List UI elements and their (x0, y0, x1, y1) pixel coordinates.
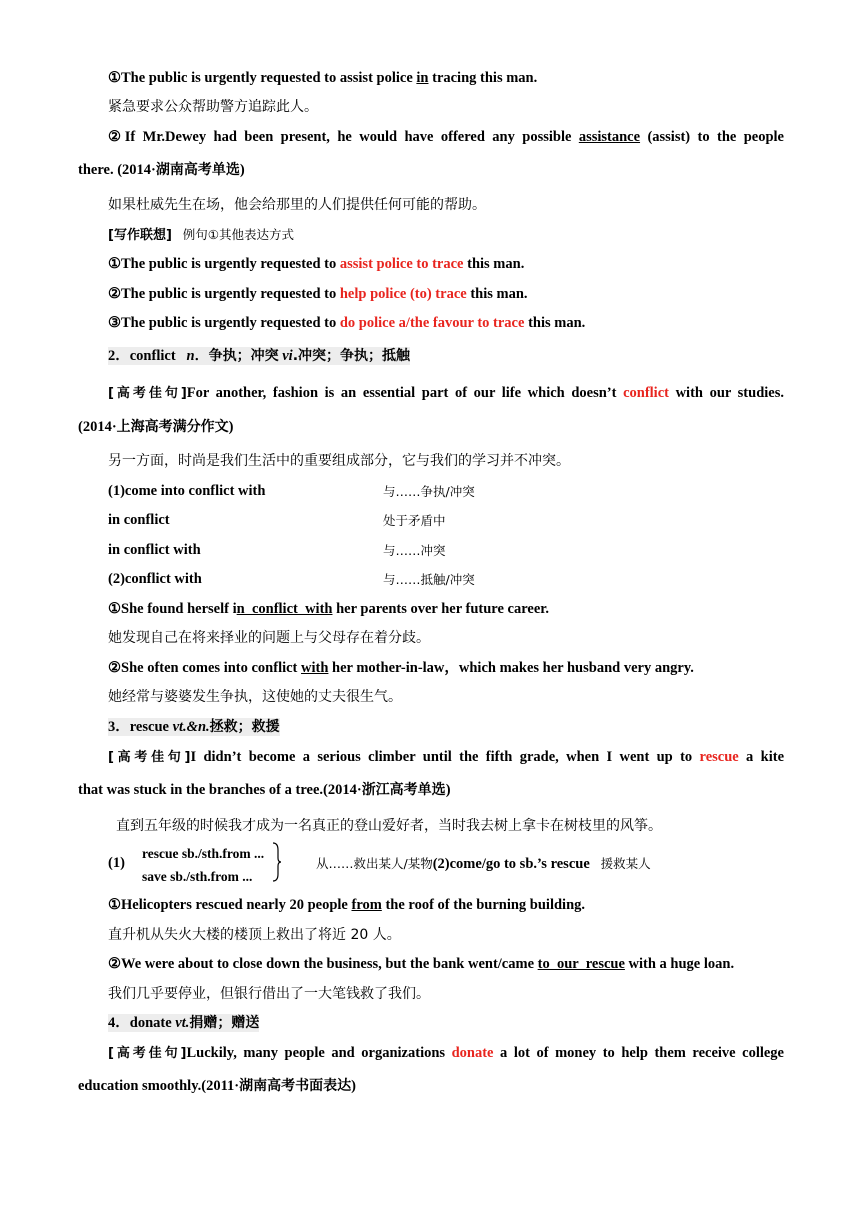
word-heading-rescue: 3．rescue vt.&n.拯救；救援 (108, 719, 280, 735)
translation: 直到五年级的时候我才成为一名真正的登山爱好者，当时我去树上拿卡在树枝里的风筝。 (116, 818, 662, 834)
phrase-item: save sb./sth.from ... (142, 869, 253, 884)
phrase-item: (1)come into conflict with (108, 483, 266, 499)
word-heading-conflict: 2．conflict n．争执；冲突 vi.冲突；争执；抵触 (108, 348, 411, 364)
phrase-meaning: 与……争执/冲突 (383, 484, 475, 499)
phrase-number: (1) (108, 855, 125, 871)
phrase-item: rescue sb./sth.from ... (142, 846, 265, 861)
example-sentence: ①She found herself in conflict with her parents over her future career. (108, 601, 550, 617)
phrase-meaning: 处于矛盾中 (383, 513, 446, 528)
source-note: that was stuck in the branches of a tree.(2014·浙江高考单选) (78, 782, 451, 798)
translation: 另一方面，时尚是我们生活中的重要组成部分，它与我们的学习并不冲突。 (108, 453, 570, 469)
exam-sentence: [高考佳句]I didn’t become a serious climber until the fifth grade, when I went up to rescue a kite (108, 749, 785, 765)
translation: 她经常与婆婆发生争执，这使她的丈夫很生气。 (108, 689, 402, 705)
translation: 如果杜威先生在场，他会给那里的人们提供任何可能的帮助。 (108, 197, 486, 213)
word-heading-donate: 4．donate vt.捐赠；赠送 (108, 1015, 260, 1031)
translation: 她发现自己在将来择业的问题上与父母存在着分歧。 (108, 630, 430, 646)
phrase-item: in conflict with (108, 542, 201, 558)
phrase-item: in conflict (108, 512, 170, 528)
example-sentence: ②We were about to close down the business, but the bank went/came to our rescue with a huge loan. (108, 956, 735, 972)
example-sentence: ②She often comes into conflict with her mother-in-law，which makes her husband very angry. (108, 660, 694, 676)
source-note: education smoothly.(2011·湖南高考书面表达) (78, 1078, 356, 1094)
translation: 我们几乎要停业，但银行借出了一大笔钱救了我们。 (108, 986, 430, 1002)
example-sentence: ②If Mr.Dewey had been present, he would have offered any possible assistance (assist) to the people (108, 129, 784, 145)
brace-icon (272, 842, 282, 882)
example-sentence: ①The public is urgently requested to assist police to trace this man. (108, 256, 525, 272)
writing-association-heading: [写作联想] 例句①其他表达方式 (108, 227, 294, 243)
example-sentence: ③The public is urgently requested to do police a/the favour to trace this man. (108, 315, 586, 331)
source-note: (2014·上海高考满分作文) (78, 419, 234, 435)
phrase-item: (2)conflict with (108, 571, 202, 587)
translation: 直升机从失火大楼的楼顶上救出了将近 20 人。 (108, 927, 401, 943)
example-sentence: ①The public is urgently requested to assist police in tracing this man. (108, 70, 538, 86)
example-sentence: ①Helicopters rescued nearly 20 people from the roof of the burning building. (108, 897, 586, 913)
translation: 紧急要求公众帮助警方追踪此人。 (108, 99, 318, 115)
phrase-meaning: 与……抵触/冲突 (383, 572, 475, 587)
source-note: there. (2014·湖南高考单选) (78, 162, 245, 178)
exam-sentence: [高考佳句]Luckily, many people and organizations donate a lot of money to help them receive college (108, 1045, 784, 1061)
exam-sentence: [高考佳句]For another, fashion is an essential part of our life which doesn’t conflict with our studies. (108, 385, 784, 401)
phrase-meaning: 从……救出某人/某物(2)come/go to sb.’s rescue 援救某人 (316, 856, 651, 872)
example-sentence: ②The public is urgently requested to help police (to) trace this man. (108, 286, 528, 302)
phrase-meaning: 与……冲突 (383, 543, 446, 558)
